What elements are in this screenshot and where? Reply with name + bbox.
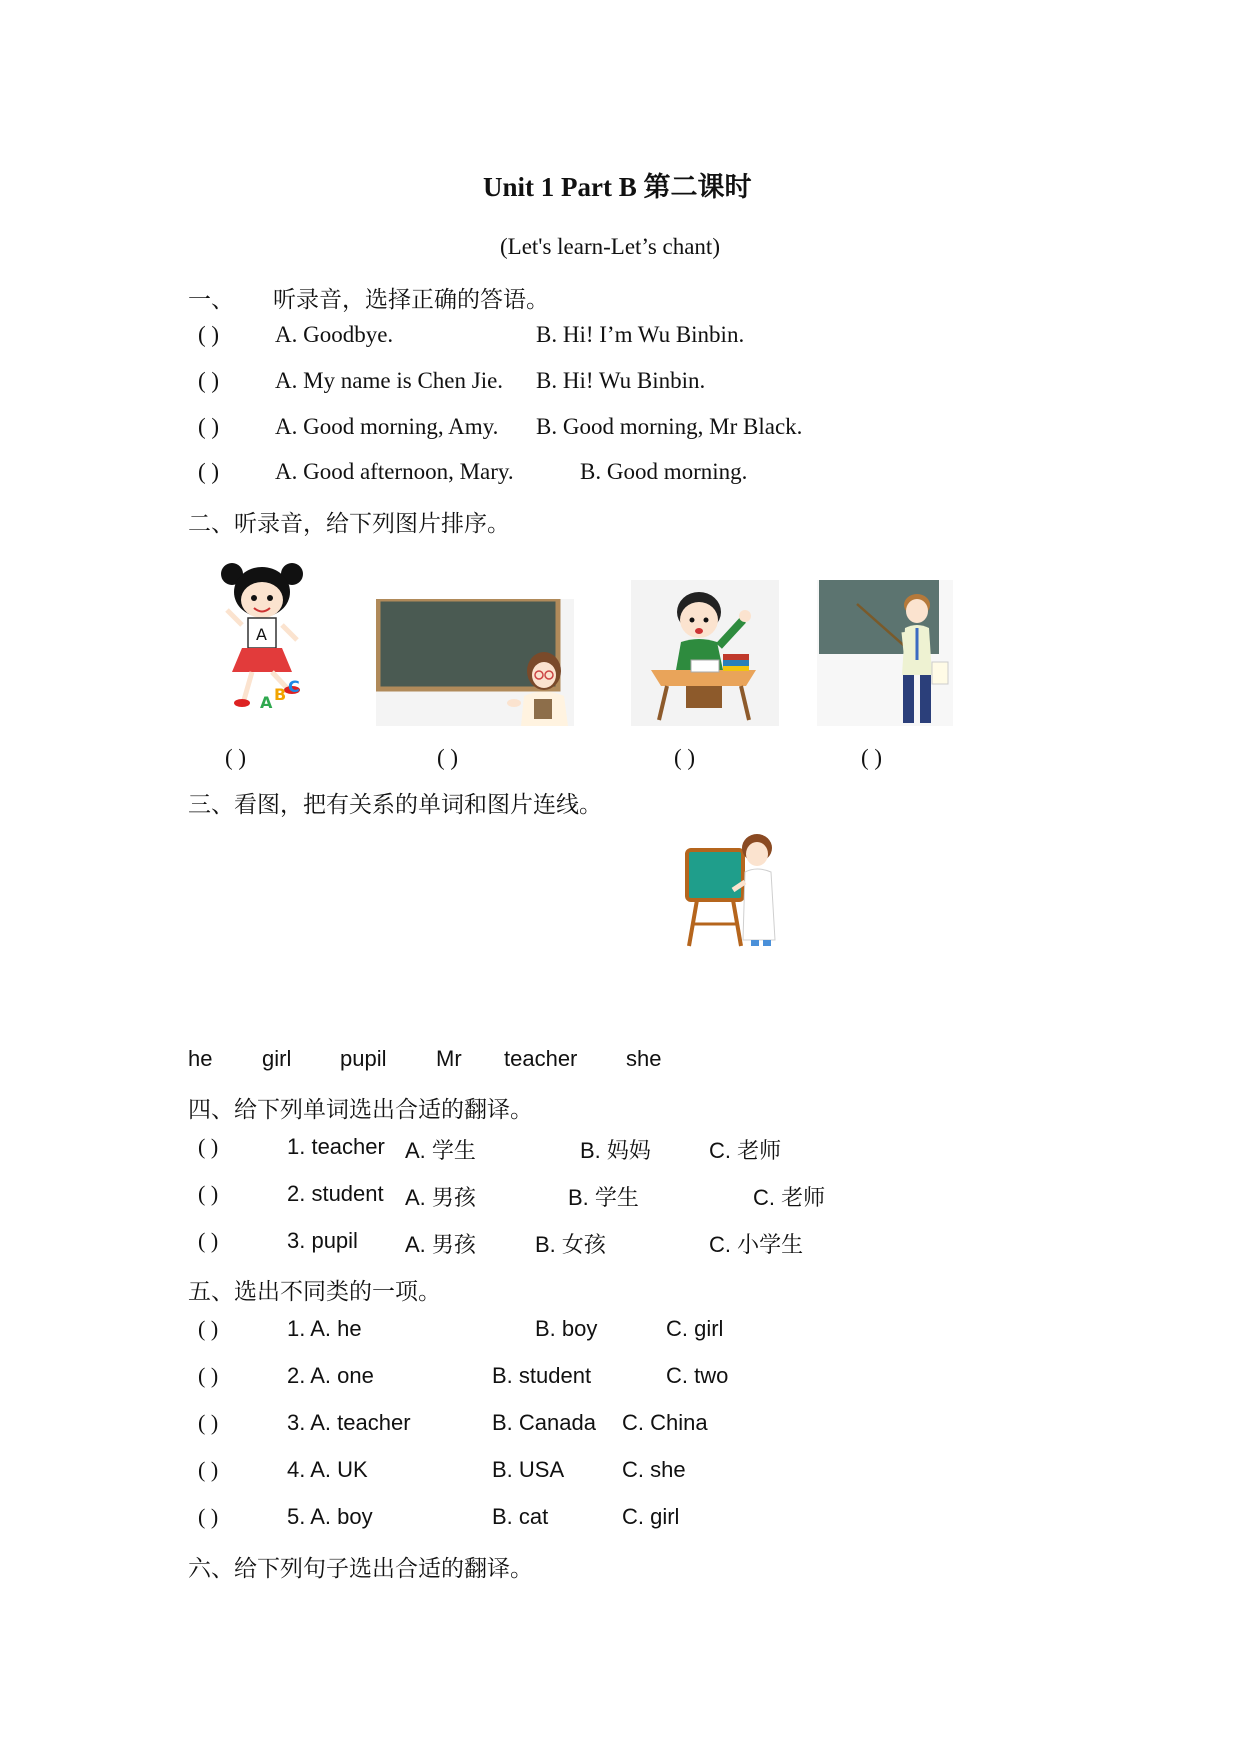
answer-blank[interactable]: ( ) <box>198 1228 219 1253</box>
option-a: 1. A. he <box>287 1316 362 1341</box>
section-6-heading: 六、给下列句子选出合适的翻译。 <box>188 1556 533 1581</box>
girl-abc-picture <box>212 560 312 712</box>
answer-blank[interactable]: ( ) <box>198 1181 219 1206</box>
picture-order-blank-1[interactable]: ( ) <box>225 745 247 770</box>
section-4-heading: 四、给下列单词选出合适的翻译。 <box>188 1097 533 1122</box>
word-mr[interactable]: Mr <box>436 1046 462 1071</box>
option-c: C. two <box>666 1363 729 1388</box>
option-a: A. Good afternoon, Mary. <box>275 459 514 484</box>
option-a: A. 男孩 <box>405 1232 476 1257</box>
answer-blank[interactable]: ( ) <box>198 1410 219 1435</box>
option-b: B. 学生 <box>568 1185 639 1210</box>
word-he[interactable]: he <box>188 1046 213 1071</box>
option-a: 5. A. boy <box>287 1504 373 1529</box>
male-teacher-picture <box>817 580 953 726</box>
svg-text:C: C <box>288 677 300 696</box>
picture-order-blank-2[interactable]: ( ) <box>437 745 459 770</box>
option-b: B. USA <box>492 1457 565 1482</box>
option-b: B. boy <box>535 1316 598 1341</box>
section-1-number: 一、 <box>188 287 234 312</box>
answer-blank[interactable]: ( ) <box>198 414 220 439</box>
page-title: Unit 1 Part B 第二课时 <box>483 172 752 202</box>
picture-order-blank-4[interactable]: ( ) <box>861 745 883 770</box>
section-3-heading: 三、看图，把有关系的单词和图片连线。 <box>188 792 602 817</box>
vocab-word: 2. student <box>287 1181 384 1206</box>
option-c: C. 老师 <box>709 1138 782 1163</box>
option-a: A. My name is Chen Jie. <box>275 368 504 393</box>
option-a: A. 男孩 <box>405 1185 476 1210</box>
option-a: 2. A. one <box>287 1363 374 1388</box>
section-5-heading: 五、选出不同类的一项。 <box>188 1279 441 1304</box>
option-b: B. Canada <box>492 1410 596 1435</box>
option-a: 3. A. teacher <box>287 1410 411 1435</box>
word-pupil[interactable]: pupil <box>340 1046 387 1071</box>
option-c: C. she <box>622 1457 686 1482</box>
svg-text:A: A <box>260 693 273 712</box>
option-b: B. 妈妈 <box>580 1138 651 1163</box>
section-1-heading: 听录音，选择正确的答语。 <box>273 287 549 312</box>
option-c: C. 小学生 <box>709 1232 804 1257</box>
option-b: B. Hi! I’m Wu Binbin. <box>536 322 745 347</box>
option-a: A. 学生 <box>405 1138 476 1163</box>
page-subtitle: (Let's learn-Let’s chant) <box>500 234 720 259</box>
blackboard-teacher-picture <box>376 599 574 726</box>
answer-blank[interactable]: ( ) <box>198 368 220 393</box>
section-2-heading: 二、听录音，给下列图片排序。 <box>188 511 510 536</box>
vocab-word: 1. teacher <box>287 1134 385 1159</box>
answer-blank[interactable]: ( ) <box>198 1457 219 1482</box>
option-b: B. Hi! Wu Binbin. <box>536 368 706 393</box>
word-girl[interactable]: girl <box>262 1046 292 1071</box>
option-b: B. Good morning, Mr Black. <box>536 414 803 439</box>
answer-blank[interactable]: ( ) <box>198 322 220 347</box>
option-b: B. 女孩 <box>535 1232 606 1257</box>
boy-desk-picture <box>631 580 779 726</box>
option-c: C. girl <box>666 1316 724 1341</box>
answer-blank[interactable]: ( ) <box>198 1363 219 1388</box>
answer-blank[interactable]: ( ) <box>198 1504 219 1529</box>
option-a: 4. A. UK <box>287 1457 368 1482</box>
svg-text:A: A <box>256 625 267 644</box>
option-a: A. Good morning, Amy. <box>275 414 499 439</box>
vocab-word: 3. pupil <box>287 1228 358 1253</box>
option-b: B. student <box>492 1363 592 1388</box>
option-c: C. girl <box>622 1504 680 1529</box>
option-c: C. China <box>622 1410 708 1435</box>
word-teacher[interactable]: teacher <box>504 1046 578 1071</box>
answer-blank[interactable]: ( ) <box>198 459 220 484</box>
option-b: B. Good morning. <box>580 459 748 484</box>
option-c: C. 老师 <box>753 1185 826 1210</box>
picture-order-blank-3[interactable]: ( ) <box>674 745 696 770</box>
answer-blank[interactable]: ( ) <box>198 1316 219 1341</box>
svg-text:B: B <box>274 685 287 704</box>
answer-blank[interactable]: ( ) <box>198 1134 219 1159</box>
option-a: A. Goodbye. <box>275 322 394 347</box>
option-b: B. cat <box>492 1504 549 1529</box>
teacher-board-picture <box>683 828 783 948</box>
word-she[interactable]: she <box>626 1046 662 1071</box>
